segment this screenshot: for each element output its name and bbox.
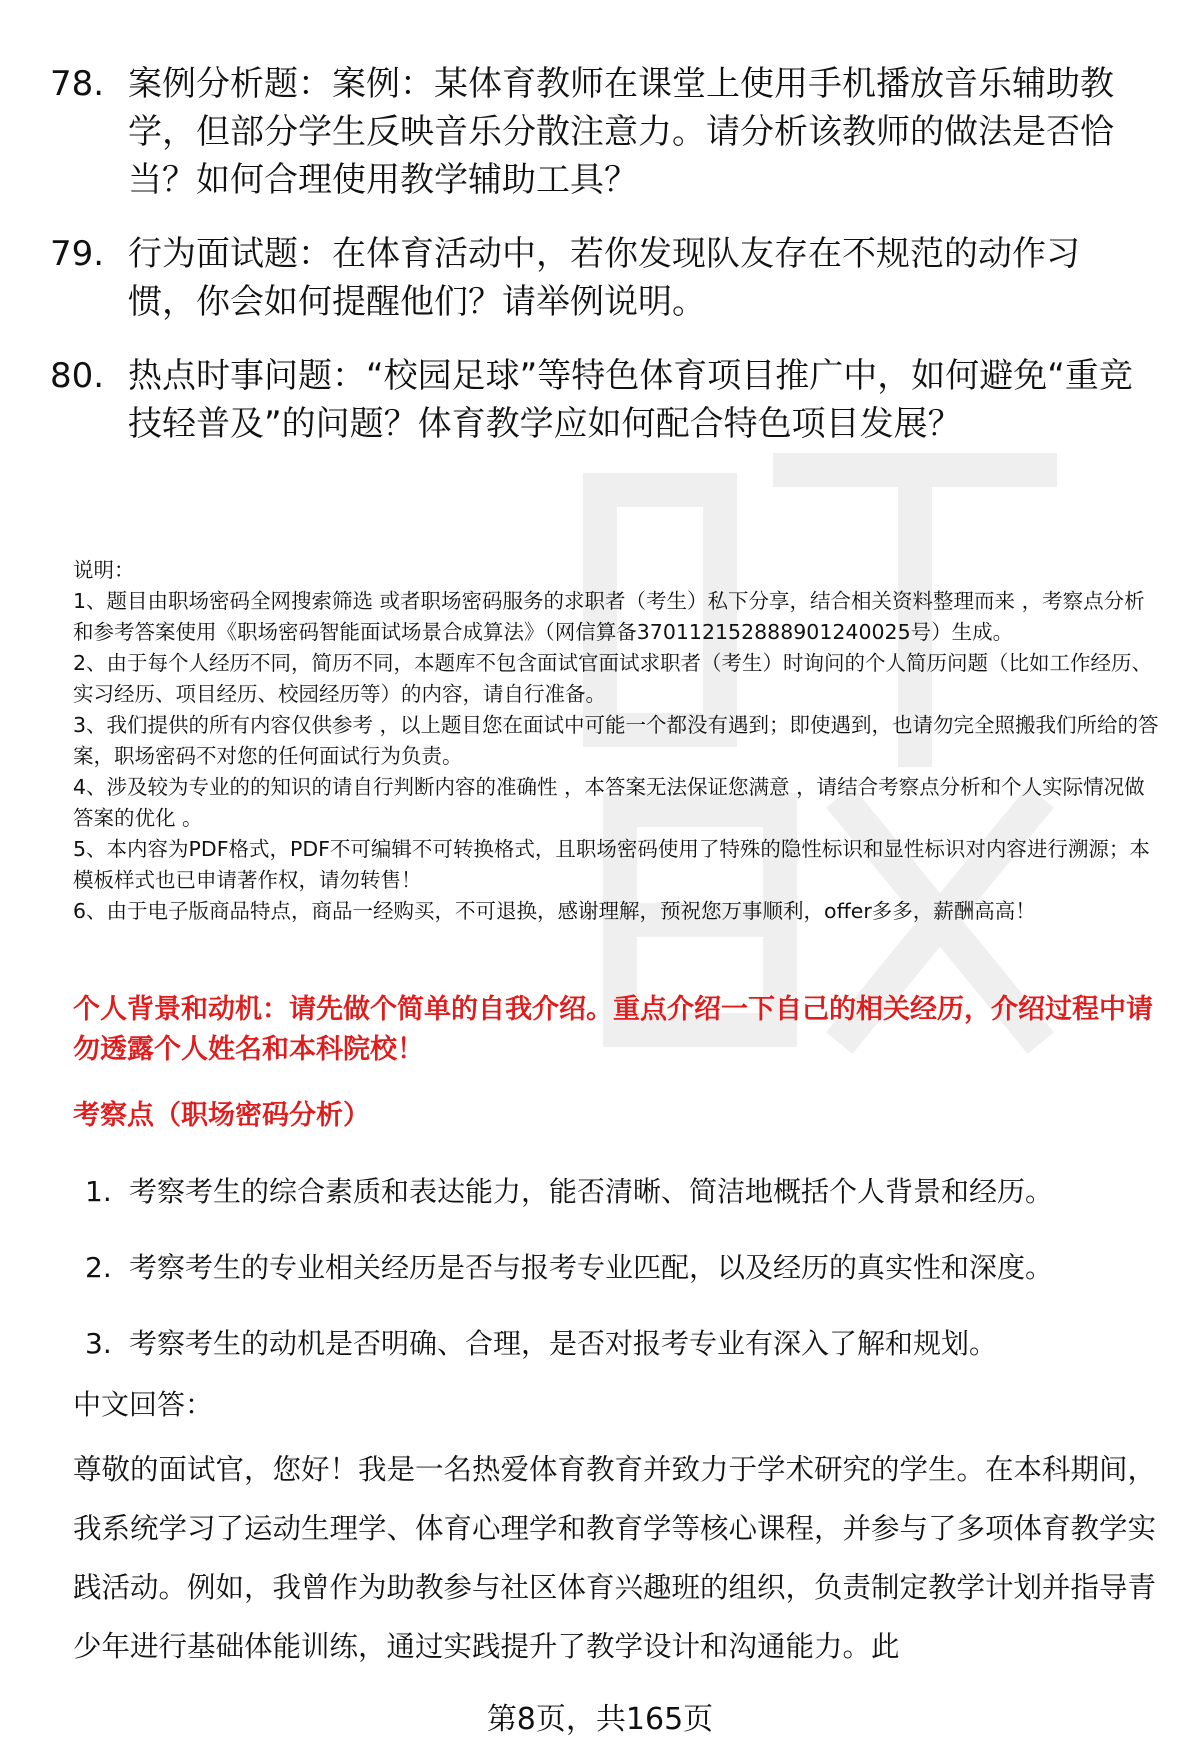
note-item: 4、涉及较为专业的的知识的请自行判断内容的准确性 ，本答案无法保证您满意 ，请结合考察点分析和个人实际情况做答案的优化 。 [73, 775, 1145, 830]
question-item [50, 60, 1160, 204]
point-text: 考察考生的专业相关经历是否与报考专业匹配，以及经历的真实性和深度。 [129, 1251, 1054, 1284]
disclaimer-notes [73, 555, 1163, 927]
notes-heading: 说明： [73, 558, 135, 582]
question-number: 80. [50, 356, 105, 396]
point-text: 考察考生的动机是否明确、合理，是否对报考专业有深入了解和规划。 [129, 1327, 998, 1360]
point-number: 3. [85, 1327, 112, 1360]
point-text: 考察考生的综合素质和表达能力，能否清晰、简洁地概括个人背景和经历。 [129, 1175, 1054, 1208]
analysis-points [85, 1172, 1165, 1400]
point-number: 1. [85, 1175, 112, 1208]
question-text: 案例分析题：案例：某体育教师在课堂上使用手机播放音乐辅助教学，但部分学生反映音乐分散注意力。请分析该教师的做法是否恰当？如何合理使用教学辅助工具？ [128, 64, 1114, 200]
analysis-point [85, 1324, 1165, 1364]
note-item: 1、题目由职场密码全网搜索筛选 或者职场密码服务的求职者（考生）私下分享，结合相关资料整理而来 ，考察点分析和参考答案使用《职场密码智能面试场景合成算法》（网信算备370112152888901240025号）生成。 [73, 589, 1145, 644]
answer-text: 尊敬的面试官，您好！我是一名热爱体育教育并致力于学术研究的学生。在本科期间，我系统学习了运动生理学、体育心理学和教育学等核心课程，并参与了多项体育教学实践活动。例如，我曾作为助教参与社区体育兴趣班的组织，负责制定教学计划并指导青少年进行基础体能训练，通过实践提升了教学设计和沟通能力。此 [73, 1453, 1157, 1663]
question-text: 行为面试题：在体育活动中，若你发现队友存在不规范的动作习惯，你会如何提醒他们？请举例说明。 [128, 234, 1080, 322]
note-item: 5、本内容为PDF格式，PDF不可编辑不可转换格式，且职场密码使用了特殊的隐性标识和显性标识对内容进行溯源；本模板样式也已申请著作权，请勿转售！ [73, 837, 1150, 892]
question-number: 78. [50, 64, 105, 104]
answer-label: 中文回答： [73, 1388, 214, 1421]
background-question: 个人背景和动机：请先做个简单的自我介绍。重点介绍一下自己的相关经历，介绍过程中请勿透露个人姓名和本科院校！ [73, 994, 1153, 1065]
question-number: 79. [50, 234, 105, 274]
note-item: 6、由于电子版商品特点，商品一经购买，不可退换，感谢理解，预祝您万事顺利，offer多多，薪酬高高！ [73, 899, 1036, 923]
note-item: 3、我们提供的所有内容仅供参考 ，以上题目您在面试中可能一个都没有遇到；即使遇到，也请勿完全照搬我们所给的答案，职场密码不对您的任何面试行为负责。 [73, 713, 1159, 768]
question-text: 热点时事问题：“校园足球”等特色体育项目推广中，如何避免“重竞技轻普及”的问题？体育教学应如何配合特色项目发展？ [128, 356, 1133, 444]
point-number: 2. [85, 1251, 112, 1284]
question-item [50, 352, 1160, 448]
analysis-point [85, 1248, 1165, 1288]
question-list [50, 60, 1160, 474]
question-item [50, 230, 1160, 326]
note-item: 2、由于每个人经历不同，简历不同，本题库不包含面试官面试求职者（考生）时询问的个人简历问题（比如工作经历、实习经历、项目经历、校园经历等）的内容，请自行准备。 [73, 651, 1153, 706]
analysis-heading: 考察点（职场密码分析） [73, 1100, 370, 1131]
analysis-point [85, 1172, 1165, 1212]
page-footer: 第8页，共165页 [486, 1702, 714, 1737]
